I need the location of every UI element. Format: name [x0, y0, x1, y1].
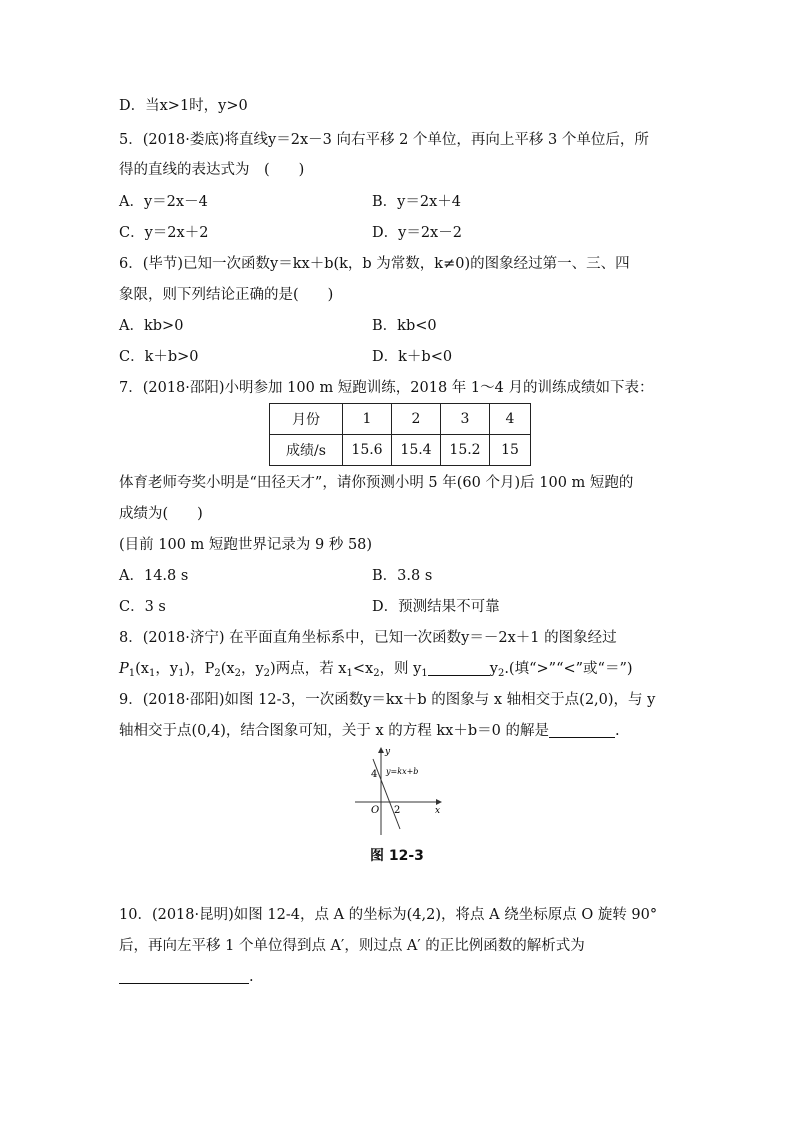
q9-stem-line1: 9．(2018·邵阳)如图 12-3，一次函数y＝kx＋b 的图象与 x 轴相交于点(2,0)，与 y	[119, 692, 656, 708]
q7-option-b: B．3.8 s	[372, 568, 433, 584]
x-intercept-label: 2	[394, 805, 401, 816]
y-axis-arrow	[378, 747, 384, 753]
q8-text: (x	[220, 661, 235, 677]
table-cell: 15.4	[392, 435, 441, 466]
table-cell: 15.6	[343, 435, 392, 466]
table-cell: 3	[441, 404, 490, 435]
table-cell: 4	[490, 404, 531, 435]
table-header-cell: 成绩/s	[270, 435, 343, 466]
q9-text: 轴相交于点(0,4)，结合图象可知，关于 x 的方程 kx＋b＝0 的解是	[119, 723, 549, 739]
q9-text: .	[614, 723, 620, 739]
q8-text: <x	[352, 661, 374, 677]
table-header-cell: 月份	[270, 404, 343, 435]
q8-text: .(填“>”“<”或“＝”)	[504, 661, 633, 677]
q10-stem-line2: 后，再向左平移 1 个单位得到点 A′，则过点 A′ 的正比例函数的解析式为	[119, 938, 585, 954]
q8-point-p1: P	[119, 661, 129, 677]
q6-option-c: C．k＋b>0	[119, 349, 199, 365]
table-cell: 15.2	[441, 435, 490, 466]
table-cell: 15	[490, 435, 531, 466]
table-cell: 2	[392, 404, 441, 435]
x-axis-arrow	[436, 799, 442, 805]
q6-stem-line1: 6．(毕节)已知一次函数y＝kx＋b(k，b 为常数，k≠0)的图象经过第一、三、四	[119, 256, 630, 272]
q5-stem-line1: 5．(2018·娄底)将直线y＝2x－3 向右平移 2 个单位，再向上平移 3 个单位后，所	[119, 132, 649, 148]
q8-text: )两点，若 x	[270, 661, 347, 677]
q8-stem-line1: 8．(2018·济宁) 在平面直角坐标系中，已知一次函数y＝－2x＋1 的图象经过	[119, 630, 617, 646]
q10-stem-line1: 10．(2018·昆明)如图 12-4，点 A 的坐标为(4,2)，将点 A 绕坐标原点 O 旋转 90°	[119, 907, 658, 923]
training-table	[269, 403, 531, 466]
q6-stem-line2: 象限，则下列结论正确的是( )	[119, 287, 334, 303]
y-axis-label: y	[385, 747, 391, 757]
line-equation-label: y=kx+b	[386, 767, 419, 776]
figure-caption: 图 12-3	[370, 848, 424, 864]
q8-text: (x	[135, 661, 149, 677]
y-intercept-label: 4	[371, 769, 378, 780]
q9-answer-blank[interactable]	[549, 723, 615, 738]
q8-text: ，y	[155, 661, 179, 677]
q4-option-d: D．当x>1时，y>0	[119, 98, 248, 114]
subscript: 1	[421, 668, 428, 679]
table-row	[270, 404, 531, 435]
function-graph-figure	[350, 745, 445, 840]
table-row	[270, 435, 531, 466]
subscript: 1	[148, 668, 156, 679]
subscript: 1	[346, 668, 353, 679]
subscript: 2	[263, 668, 271, 679]
q10-text: .	[249, 969, 254, 985]
subscript: 1	[128, 668, 136, 679]
subscript: 2	[214, 668, 221, 679]
q7-note: (目前 100 m 短跑世界记录为 9 秒 58)	[119, 537, 373, 553]
q6-option-d: D．k＋b<0	[372, 349, 453, 365]
q9-stem-line2	[119, 721, 620, 741]
table-cell: 1	[343, 404, 392, 435]
subscript: 2	[373, 668, 380, 679]
subscript: 1	[178, 668, 185, 679]
origin-label: O	[371, 805, 380, 816]
q8-text: ，y	[240, 661, 264, 677]
q8-text: )，P	[184, 661, 215, 677]
q7-stem-line2: 体育老师夸奖小明是“田径天才”，请你预测小明 5 年(60 个月)后 100 m 短跑的	[119, 475, 634, 491]
q7-stem-line3: 成绩为( )	[119, 506, 203, 522]
q8-text: y	[489, 661, 498, 677]
q8-text: ，则 y	[379, 661, 422, 677]
q5-option-b: B．y＝2x＋4	[372, 194, 461, 210]
q8-stem-line2	[119, 659, 633, 684]
q6-option-a: A．kb>0	[119, 318, 184, 334]
q5-stem-line2: 得的直线的表达式为 ( )	[119, 162, 305, 178]
subscript: 2	[497, 668, 505, 679]
q10-stem-line3	[119, 967, 254, 987]
q7-option-d: D．预测结果不可靠	[372, 599, 500, 615]
q7-option-c: C．3 s	[119, 599, 166, 615]
q8-answer-blank[interactable]	[428, 661, 490, 676]
q5-option-d: D．y＝2x－2	[372, 225, 462, 241]
q10-answer-blank[interactable]	[119, 969, 249, 984]
q5-option-c: C．y＝2x＋2	[119, 225, 209, 241]
x-axis-label: x	[435, 806, 441, 816]
q5-option-a: A．y＝2x－4	[119, 194, 208, 210]
q7-option-a: A．14.8 s	[119, 568, 189, 584]
q6-option-b: B．kb<0	[372, 318, 437, 334]
subscript: 2	[234, 668, 241, 679]
q7-stem-line1: 7．(2018·邵阳)小明参加 100 m 短跑训练，2018 年 1～4 月的训练成绩如下表：	[119, 380, 654, 396]
